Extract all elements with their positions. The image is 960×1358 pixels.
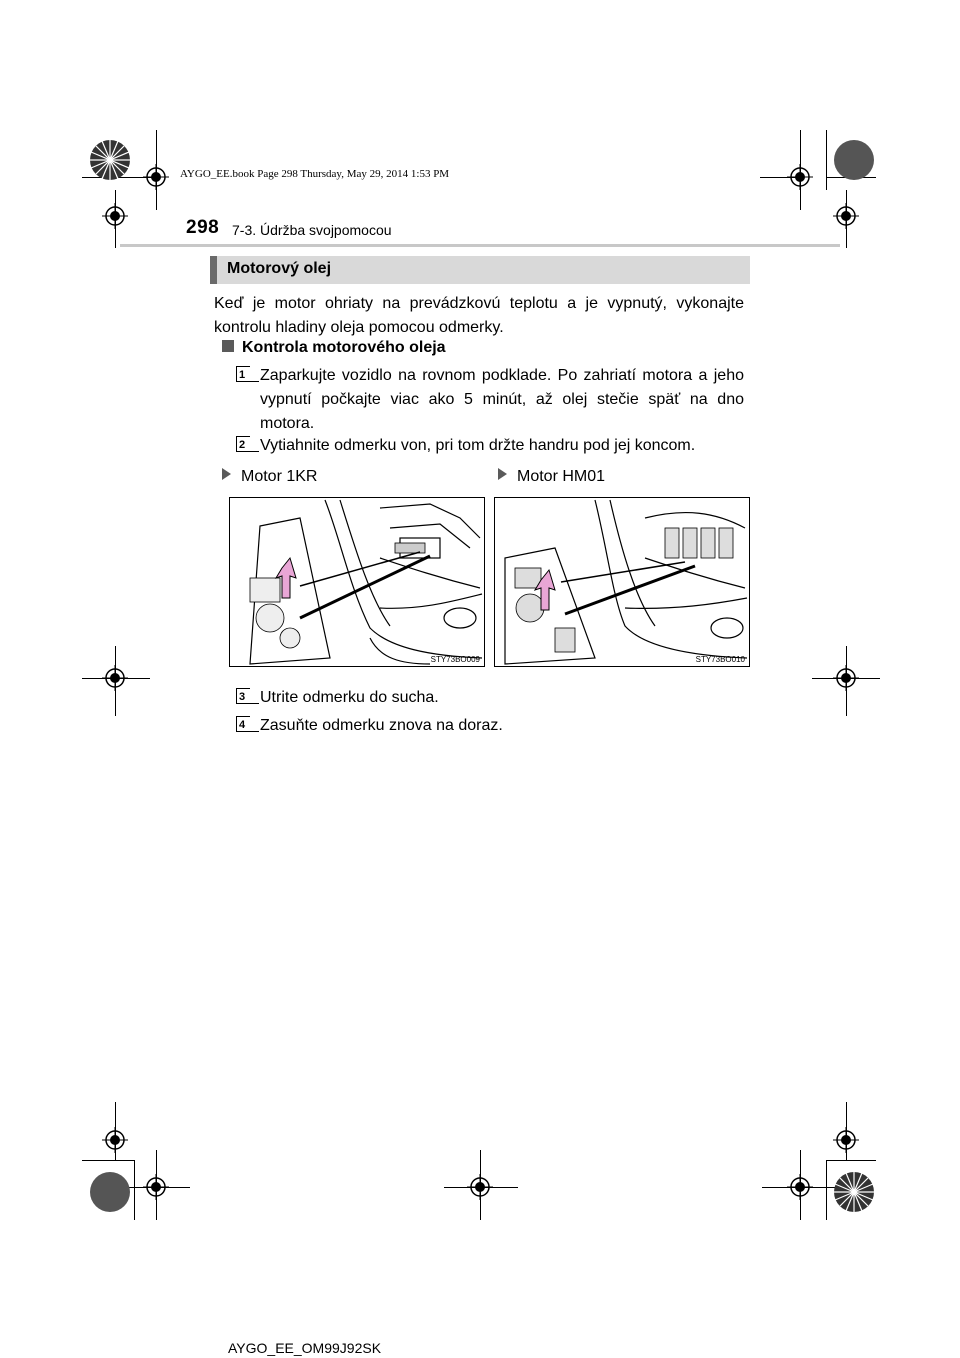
subheading (222, 339, 446, 357)
triangle-bullet-icon (498, 468, 507, 480)
book-info: AYGO_EE.book Page 298 Thursday, May 29, 2014 1:53 PM (180, 168, 450, 180)
registration-mark-icon (787, 1174, 813, 1200)
step-text: Zasuňte odmerku znova na doraz. (260, 717, 503, 734)
registration-mark-icon (833, 1127, 859, 1153)
intro-paragraph: Keď je motor ohriaty na prevádzkovú teplotu a je vypnutý, vykonajte kontrolu hladiny oleja pomocou odmerky. (214, 295, 744, 336)
subheading-text: Kontrola motorového oleja (242, 339, 446, 356)
step-text: Vytiahnite odmerku von, pri tom držte handru pod jej koncom. (260, 437, 696, 454)
chapter-title: 7-3. Údržba svojpomocou (232, 222, 392, 238)
color-target-icon (86, 136, 134, 184)
step-number: 1 (236, 366, 250, 382)
page-number: 298 (186, 217, 220, 238)
figure-code: STY73BO009 (430, 655, 480, 664)
registration-mark-icon (787, 164, 813, 190)
registration-mark-icon (143, 164, 169, 190)
engine-bay-drawing (495, 498, 749, 666)
section-title: Motorový olej (227, 260, 332, 277)
color-target-icon (830, 1168, 878, 1216)
step-text: Utrite odmerku do sucha. (260, 689, 439, 706)
registration-mark-icon (102, 1127, 128, 1153)
section-header (210, 256, 750, 284)
registration-mark-icon (143, 1174, 169, 1200)
square-bullet-icon (222, 340, 234, 352)
figure-label-text: Motor 1KR (241, 468, 318, 485)
engine-illustration (494, 497, 750, 667)
step-number: 4 (236, 716, 250, 732)
registration-mark-icon (102, 665, 128, 691)
triangle-bullet-icon (222, 468, 231, 480)
registration-mark-icon (102, 203, 128, 229)
engine-illustration (229, 497, 485, 667)
registration-mark-icon (467, 1174, 493, 1200)
step-text: Zaparkujte vozidlo na rovnom podklade. Po zahriatí motora a jeho vypnutí počkajte viac ako 5 minút, až olej stečie späť na dno motora. (260, 367, 744, 432)
figure-label-text: Motor HM01 (517, 468, 606, 485)
registration-mark-icon (833, 203, 859, 229)
figure-label (498, 468, 605, 486)
figure-label (222, 468, 317, 486)
header-divider (120, 244, 840, 247)
color-target-icon (86, 1168, 134, 1216)
engine-bay-drawing (230, 498, 484, 666)
step-number: 2 (236, 436, 250, 452)
footer-code: AYGO_EE_OM99J92SK (228, 1340, 382, 1356)
figure-code: STY73BO010 (695, 655, 745, 664)
color-target-icon (830, 136, 878, 184)
step-number: 3 (236, 688, 250, 704)
registration-mark-icon (833, 665, 859, 691)
